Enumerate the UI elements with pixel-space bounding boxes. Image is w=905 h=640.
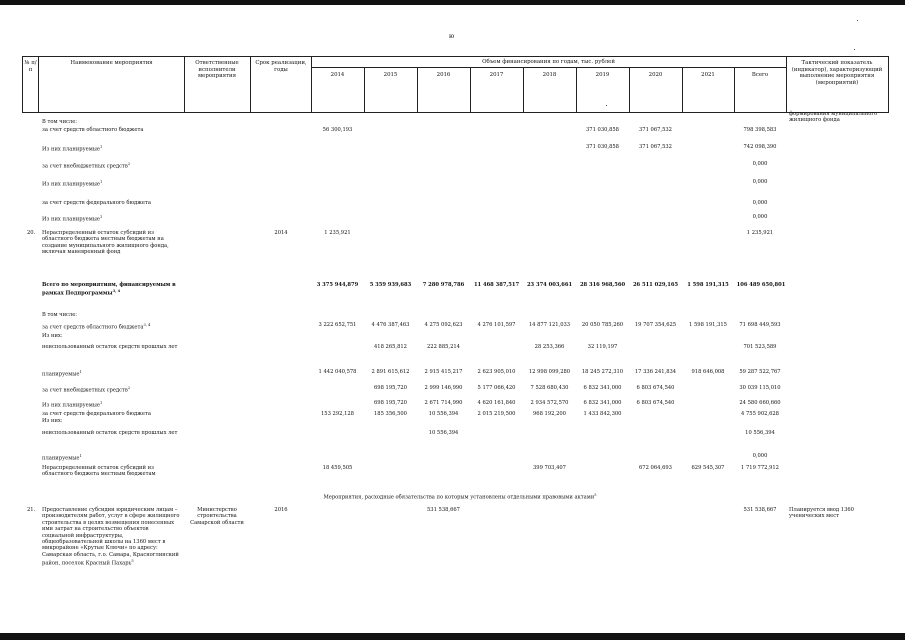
page-number: ю — [449, 33, 455, 40]
row-label: за счет внебюджетных средств$^2$ — [42, 386, 131, 394]
header-total: Всего — [751, 72, 769, 78]
cell-2019: 371 030,858 — [585, 127, 619, 133]
cell-2018: 2 934 572,570 — [530, 400, 569, 406]
cell-executor: Министерство строительства Самарской области — [190, 507, 244, 526]
row-label: за счет средств федерального бюджета — [42, 411, 151, 417]
cell-2014: 18 459,505 — [322, 465, 353, 471]
section-title: Мероприятия, расходные обязательства по которым установлены отдельными правовыми актами$^5$ — [323, 493, 597, 501]
header-year-2016: 2016 — [436, 72, 451, 78]
header-year-2019: 2019 — [595, 72, 610, 78]
header-measure-name: Наименование мероприятия — [70, 60, 153, 66]
cell-2020: 26 511 029,165 — [632, 282, 679, 288]
cell-total: 0,000 — [752, 453, 768, 459]
cell-2014: 1 235,921 — [324, 230, 351, 236]
cell-2020: 672 064,693 — [638, 465, 672, 471]
row-number: 20. — [27, 230, 36, 236]
header-bottom-rule — [22, 112, 888, 113]
footnote-mark: 1 — [79, 454, 82, 458]
cell-2015: 4 476 387,463 — [371, 322, 410, 328]
cell-2020: 371 067,532 — [638, 144, 672, 150]
row-label: Из них: — [42, 333, 63, 339]
grid-line — [888, 56, 889, 113]
cell-2018: 399 703,407 — [532, 465, 566, 471]
header-year-2021: 2021 — [701, 72, 715, 78]
cell-2018: 7 528 680,430 — [530, 385, 569, 391]
cell-total: 0,000 — [752, 200, 768, 206]
cell-2018: 23 374 003,661 — [526, 282, 573, 288]
row-label: Предоставление субсидии юридическим лицам – производителям работ, услуг в сфере жилищного строительства в целях возмещения понесенных ими затрат на строительство объектов социальной инфраструктуры, общеобразовательной школы на 1360 мест в микрорайоне «Крутые Ключи» по адресу: Самарская область, г.о. Самара, Красноглинский район, поселок Красный Пахарь$^5$ — [42, 507, 180, 567]
indicator-text: Планируется ввод 1360 ученических мест — [789, 507, 854, 520]
row-label: Из них планируемые$^1$ — [42, 215, 103, 223]
header-year-2014: 2014 — [330, 72, 345, 78]
footnote-mark: 1 — [99, 145, 103, 149]
row-label: Нераспределенный остаток субсидий из областного бюджета местным бюджетам — [42, 465, 156, 478]
cell-2017: 4 620 161,840 — [477, 400, 516, 406]
row-label: В том числе: — [42, 312, 78, 318]
cell-2016: 7 280 978,786 — [422, 282, 465, 288]
cell-2016: 4 275 092,623 — [424, 322, 463, 328]
footnote-mark: 1 — [99, 180, 103, 184]
cell-total: 30 039 115,010 — [739, 385, 781, 391]
row-label: за счет средств областного бюджета$^{3, 4}$ — [42, 323, 151, 331]
row-label: за счет средств областного бюджета — [42, 127, 144, 133]
row-label: неиспользованный остаток средств прошлых лет — [42, 344, 178, 350]
scan-speck — [854, 49, 855, 50]
volume-subheader-rule — [311, 67, 786, 68]
scan-bottom-border — [0, 633, 905, 640]
cell-total: 798 398,583 — [743, 127, 777, 133]
cell-2015: 698 195,720 — [373, 400, 407, 406]
total-row-label: Всего по мероприятиям, финансируемым в рамках Подпрограммы$^{3, 4}$ — [42, 282, 176, 298]
cell-2019: 18 245 272,310 — [581, 369, 624, 375]
cell-2017: 2 623 905,010 — [477, 369, 516, 375]
header-year-2020: 2020 — [648, 72, 663, 78]
row-label: Из них планируемые$^1$ — [42, 401, 103, 409]
cell-2015: 698 195,720 — [373, 385, 407, 391]
cell-2020: 371 067,532 — [638, 127, 672, 133]
cell-2018: 28 253,366 — [534, 344, 565, 350]
header-indicator: Тактический показатель (индикатор), характеризующий выполнение мероприятия (мероприятий) — [791, 60, 883, 86]
cell-total: 4 755 902,628 — [741, 411, 779, 417]
cell-total: 0,000 — [752, 214, 768, 220]
cell-2019: 32 119,197 — [587, 344, 618, 350]
cell-2015: 5 359 939,683 — [369, 282, 412, 288]
cell-2016: 10 556,394 — [428, 411, 459, 417]
cell-2021: 1 598 191,315 — [687, 282, 729, 288]
cell-2017: 11 468 387,517 — [473, 282, 520, 288]
cell-2019: 6 832 341,000 — [583, 400, 622, 406]
footnote-mark: 2 — [127, 386, 131, 390]
cell-total: 59 287 522,767 — [739, 369, 781, 375]
cell-total: 0,000 — [752, 179, 768, 185]
cell-total: 742 098,390 — [743, 144, 777, 150]
table-top-rule — [22, 56, 888, 57]
cell-2015: 418 265,812 — [373, 344, 407, 350]
header-year-2015: 2015 — [383, 72, 398, 78]
grid-line — [184, 56, 185, 113]
cell-2014: 56 300,193 — [322, 127, 353, 133]
cell-2018: 14 877 121,033 — [528, 322, 571, 328]
row-label: Нераспределенный остаток субсидий из областного бюджета местным бюджетам на создание муниципального жилищного фонда, включая маневренный фонд — [42, 230, 169, 256]
cell-2021: 629 545,307 — [691, 465, 725, 471]
cell-2017: 2 015 219,500 — [477, 411, 516, 417]
cell-2014: 3 375 944,879 — [316, 282, 359, 288]
row-label: за счет средств федерального бюджета — [42, 200, 151, 206]
cell-total: 24 580 660,660 — [739, 400, 781, 406]
scan-speck — [606, 105, 607, 106]
cell-2018: 968 192,200 — [532, 411, 566, 417]
cell-2021: 1 598 191,315 — [689, 322, 727, 328]
footnote-mark: 3, 4 — [112, 289, 121, 294]
cell-total: 1 235,921 — [746, 230, 774, 236]
row-label: Из них планируемые$^1$ — [42, 145, 103, 153]
grid-line — [786, 56, 787, 113]
cell-total: 106 489 650,801 — [736, 282, 786, 288]
footnote-mark: 5 — [131, 559, 134, 564]
scan-speck — [857, 20, 858, 21]
cell-2015: 2 891 615,612 — [371, 369, 410, 375]
cell-2014: 1 442 040,578 — [318, 369, 357, 375]
cell-2019: 20 050 785,260 — [581, 322, 624, 328]
cell-2014: 153 292,128 — [320, 411, 354, 417]
cell-term: 2016 — [274, 507, 288, 513]
cell-2018: 12 998 099,280 — [528, 369, 571, 375]
footnote-mark: 1 — [79, 370, 82, 374]
header-financing-volume: Объем финансирования по годам, тыс. рублей — [482, 59, 615, 65]
row-label: планируемые$^1$ — [42, 454, 82, 462]
footnote-mark: 5 — [594, 493, 597, 497]
row-label: за счет внебюджетных средств$^2$ — [42, 162, 131, 170]
footnote-mark: 3, 4 — [143, 323, 151, 327]
cell-total: 71 698 449,593 — [739, 322, 781, 328]
cell-total: 1 719 772,912 — [741, 465, 779, 471]
row-label: неиспользованный остаток средств прошлых лет — [42, 430, 178, 436]
row-label: Из них: — [42, 418, 63, 424]
cell-total: 531 538,667 — [743, 507, 777, 513]
cell-2020: 17 336 241,834 — [634, 369, 677, 375]
cell-2016: 222 885,214 — [426, 344, 460, 350]
cell-2015: 185 356,500 — [373, 411, 407, 417]
cell-2021: 918 646,008 — [691, 369, 725, 375]
cell-total: 701 523,589 — [743, 344, 777, 350]
footnote-mark: 1 — [99, 215, 103, 219]
cell-2019: 6 832 341,000 — [583, 385, 622, 391]
row-label: Из них планируемые$^1$ — [42, 180, 103, 188]
cell-2020: 6 803 674,540 — [636, 400, 675, 406]
cell-2014: 3 222 652,751 — [318, 322, 357, 328]
cell-2019: 371 030,858 — [585, 144, 619, 150]
row-label: В том числе: — [42, 119, 78, 125]
header-year-2017: 2017 — [489, 72, 504, 78]
header-executors: Ответственные исполнители мероприятия — [195, 60, 239, 80]
footnote-mark: 1 — [99, 401, 103, 405]
cell-2016: 10 556,394 — [428, 430, 459, 436]
header-number: № п/п — [24, 60, 37, 73]
header-year-2018: 2018 — [542, 72, 557, 78]
scan-top-border — [0, 0, 905, 5]
cell-term: 2014 — [274, 230, 288, 236]
cell-2016: 2 671 714,990 — [424, 400, 463, 406]
cell-2020: 6 803 674,540 — [636, 385, 675, 391]
row-label: планируемые$^1$ — [42, 370, 82, 378]
cell-2019: 1 433 842,300 — [583, 411, 622, 417]
cell-2019: 28 316 968,560 — [579, 282, 626, 288]
row-number: 21. — [27, 507, 36, 513]
cell-total: 10 556,394 — [745, 430, 775, 436]
cell-2016: 531 538,667 — [426, 507, 460, 513]
cell-2016: 2 999 146,990 — [424, 385, 463, 391]
footnote-mark: 2 — [127, 162, 131, 166]
header-term: Срок реализации, годы — [255, 60, 307, 73]
indicator-text: формирования муниципального жилищного фонда — [789, 111, 878, 124]
cell-2016: 2 915 415,217 — [424, 369, 463, 375]
cell-2017: 5 177 066,420 — [477, 385, 516, 391]
cell-2020: 19 707 354,625 — [634, 322, 677, 328]
cell-2017: 4 276 101,597 — [477, 322, 516, 328]
cell-total: 0,000 — [752, 161, 768, 167]
